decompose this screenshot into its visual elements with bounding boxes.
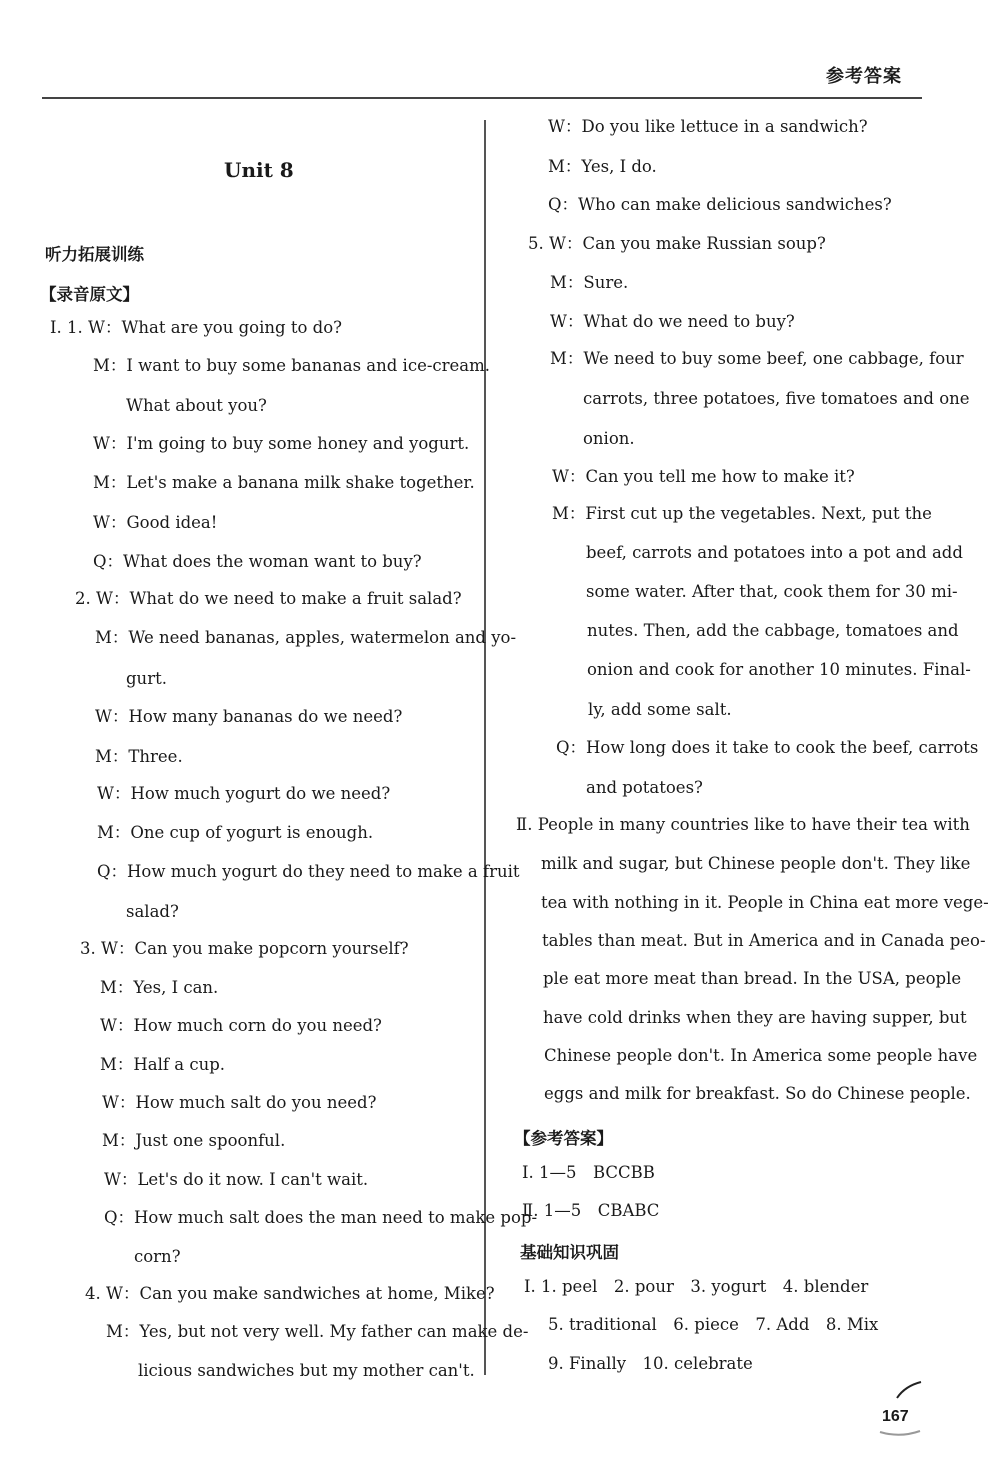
answer-line: 9. Finally 10. celebrate [548, 1354, 753, 1373]
transcript-line: have cold drinks when they are having supper, but [543, 1008, 967, 1027]
transcript-line: Q：How much salt does the man need to make pop- [104, 1208, 538, 1227]
section-heading-basics: 基础知识巩固 [520, 1243, 619, 1262]
transcript-line: Q：Who can make delicious sandwiches? [548, 195, 892, 214]
transcript-line: beef, carrots and potatoes into a pot and add [586, 543, 963, 562]
transcript-line: 2. W：What do we need to make a fruit salad? [75, 589, 462, 608]
transcript-line: and potatoes? [586, 778, 703, 797]
transcript-line: M：Three. [95, 747, 183, 766]
transcript-line: M：Yes, I do. [548, 157, 657, 176]
transcript-line: Chinese people don't. In America some people have [544, 1046, 978, 1065]
transcript-line: W：How much salt do you need? [102, 1093, 377, 1112]
transcript-line: Ⅰ. 1. W：What are you going to do? [50, 318, 342, 337]
transcript-line: milk and sugar, but Chinese people don't. They like [541, 854, 971, 873]
transcript-line: W：Good idea! [93, 513, 218, 532]
transcript-line: tea with nothing in it. People in China eat more vege- [541, 893, 989, 912]
transcript-line: M：We need to buy some beef, one cabbage, four [550, 349, 964, 368]
transcript-line: W：Can you tell me how to make it? [552, 467, 855, 486]
transcript-line: onion. [583, 429, 635, 448]
transcript-line: M：I want to buy some bananas and ice-cream. [93, 356, 491, 375]
transcript-line: licious sandwiches but my mother can't. [138, 1361, 475, 1380]
transcript-line: W：I'm going to buy some honey and yogurt. [93, 434, 470, 453]
transcript-line: M：Half a cup. [100, 1055, 226, 1074]
transcript-line: W：How many bananas do we need? [95, 707, 403, 726]
decorative-swoosh-icon [895, 1380, 923, 1400]
section-heading-transcript: 【录音原文】 [40, 285, 139, 304]
transcript-line: M：Let's make a banana milk shake together. [93, 473, 475, 492]
transcript-line: Q：What does the woman want to buy? [93, 552, 422, 571]
transcript-line: M：Yes, I can. [100, 978, 219, 997]
transcript-line: Q：How long does it take to cook the beef, carrots [556, 738, 979, 757]
transcript-line: carrots, three potatoes, five tomatoes and one [583, 389, 970, 408]
transcript-line: W：Do you like lettuce in a sandwich? [548, 117, 868, 136]
transcript-line: W：Let's do it now. I can't wait. [104, 1170, 369, 1189]
answer-line: Ⅰ. 1. peel 2. pour 3. yogurt 4. blender [524, 1277, 869, 1296]
transcript-line: salad? [126, 902, 179, 921]
transcript-line: M：Just one spoonful. [102, 1131, 286, 1150]
transcript-line: M：First cut up the vegetables. Next, put the [552, 504, 932, 523]
transcript-line: tables than meat. But in America and in Canada peo- [542, 931, 986, 950]
transcript-line: corn? [134, 1247, 181, 1266]
page-header-title: 参考答案 [826, 66, 902, 87]
answer-line: Ⅱ. 1—5 CBABC [522, 1201, 660, 1220]
page-number-underline-icon [878, 1428, 922, 1438]
unit-title: Unit 8 [224, 158, 294, 182]
header-rule [42, 97, 922, 99]
transcript-line: W：How much corn do you need? [100, 1016, 382, 1035]
transcript-line: nutes. Then, add the cabbage, tomatoes and [587, 621, 959, 640]
transcript-line: gurt. [126, 669, 167, 688]
answer-line: 5. traditional 6. piece 7. Add 8. Mix [548, 1315, 879, 1334]
transcript-line: W：How much yogurt do we need? [97, 784, 391, 803]
transcript-line: some water. After that, cook them for 30 mi- [586, 582, 958, 601]
transcript-line: ly, add some salt. [588, 700, 732, 719]
section-heading-listening: 听力拓展训练 [45, 245, 144, 264]
transcript-line: M：Yes, but not very well. My father can make de- [106, 1322, 529, 1341]
transcript-line: onion and cook for another 10 minutes. Final- [587, 660, 971, 679]
transcript-line: M：Sure. [550, 273, 629, 292]
transcript-line: What about you? [126, 396, 267, 415]
section-heading-answers: 【参考答案】 [514, 1129, 613, 1148]
transcript-line: eggs and milk for breakfast. So do Chinese people. [544, 1084, 971, 1103]
answer-line: Ⅰ. 1—5 BCCBB [522, 1163, 655, 1182]
transcript-line: Q：How much yogurt do they need to make a fruit [97, 862, 520, 881]
column-divider [484, 120, 486, 1375]
transcript-line: 5. W：Can you make Russian soup? [528, 234, 826, 253]
transcript-line: W：What do we need to buy? [550, 312, 795, 331]
transcript-line: M：We need bananas, apples, watermelon and yo- [95, 628, 517, 647]
transcript-line: ple eat more meat than bread. In the USA, people [543, 969, 962, 988]
transcript-line: 3. W：Can you make popcorn yourself? [80, 939, 409, 958]
transcript-line: 4. W：Can you make sandwiches at home, Mike? [85, 1284, 495, 1303]
transcript-line: M：One cup of yogurt is enough. [97, 823, 374, 842]
transcript-line: Ⅱ. People in many countries like to have their tea with [516, 815, 970, 834]
page-number: 167 [882, 1408, 909, 1425]
